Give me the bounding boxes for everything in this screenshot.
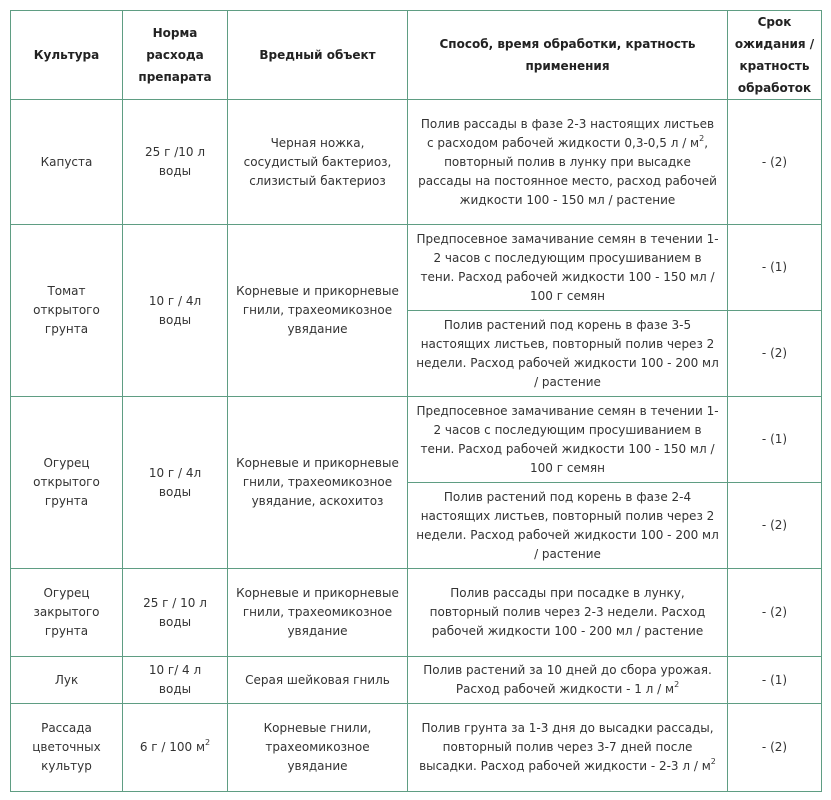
wait-cell: - (1) [728, 657, 822, 704]
header-row [11, 11, 822, 100]
method-cell: Полив рассады при посадке в лунку, повторный полив через 2-3 недели. Расход рабочей жидкости 100 - 200 мл / растение [408, 569, 728, 657]
method-cell: Полив растений под корень в фазе 3-5 настоящих листьев, повторный полив через 2 недели. Расход рабочей жидкости 100 - 200 мл / растение [408, 311, 728, 397]
method-text: Полив рассады в фазе 2-3 настоящих листьев с расходом рабочей жидкости 0,3-0,5 л / м [420, 116, 715, 150]
method-cell [408, 100, 728, 225]
method-cell [408, 704, 728, 792]
rate-cell: 25 г /10 л воды [123, 100, 228, 225]
wait-cell: - (1) [728, 225, 822, 311]
table-row [11, 657, 822, 704]
wait-cell: - (2) [728, 483, 822, 569]
rate-cell: 10 г / 4л воды [123, 397, 228, 569]
rate-cell: 25 г / 10 л воды [123, 569, 228, 657]
culture-cell: Огурец открытого грунта [11, 397, 123, 569]
method-cell: Предпосевное замачивание семян в течении 1-2 часов с последующим просушиванием в тени. Расход рабочей жидкости 100 - 150 мл / 100 г семян [408, 225, 728, 311]
table-row [11, 100, 822, 225]
culture-cell: Лук [11, 657, 123, 704]
rate-text: 6 г / 100 м [139, 740, 206, 754]
culture-cell: Огурец закрытого грунта [11, 569, 123, 657]
col-rate-header: Норма расхода препарата [123, 11, 228, 100]
method-cell: Предпосевное замачивание семян в течении 1-2 часов с последующим просушиванием в тени. Расход рабочей жидкости 100 - 150 мл / 100 г семян [408, 397, 728, 483]
method-text-cont: , повторный полив в лунку при высадке рассады на постоянное место, расход рабочей жидкости 100 - 150 мл / растение [418, 135, 717, 207]
superscript: 2 [710, 757, 716, 766]
superscript: 2 [205, 738, 211, 747]
treatment-table [10, 10, 822, 792]
method-cell [408, 657, 728, 704]
col-culture-header: Культура [11, 11, 123, 100]
table-row [11, 704, 822, 792]
method-text: Полив грунта за 1-3 дня до высадки рассады, повторный полив через 3-7 дней после высадки. Расход рабочей жидкости - 2-3 л / м [419, 721, 714, 773]
table-row [11, 397, 822, 483]
target-cell: Корневые и прикорневые гнили, трахеомикозное увядание [228, 569, 408, 657]
wait-cell: - (2) [728, 100, 822, 225]
col-wait-header: Срок ожидания / кратность обработок [728, 11, 822, 100]
method-text: Полив растений за 10 дней до сбора урожая. Расход рабочей жидкости - 1 л / м [423, 663, 712, 696]
table-row [11, 569, 822, 657]
wait-cell: - (1) [728, 397, 822, 483]
col-method-header: Способ, время обработки, кратность применения [408, 11, 728, 100]
rate-cell: 10 г/ 4 л воды [123, 657, 228, 704]
culture-cell: Капуста [11, 100, 123, 225]
col-target-header: Вредный объект [228, 11, 408, 100]
rate-cell: 10 г / 4л воды [123, 225, 228, 397]
rate-cell [123, 704, 228, 792]
target-cell: Серая шейковая гниль [228, 657, 408, 704]
superscript: 2 [674, 680, 680, 689]
target-cell: Корневые гнили, трахеомикозное увядание [228, 704, 408, 792]
wait-cell: - (2) [728, 311, 822, 397]
method-cell: Полив растений под корень в фазе 2-4 настоящих листьев, повторный полив через 2 недели. Расход рабочей жидкости 100 - 200 мл / растение [408, 483, 728, 569]
culture-cell: Рассада цветочных культур [11, 704, 123, 792]
superscript: 2 [699, 133, 705, 143]
target-cell: Корневые и прикорневые гнили, трахеомикозное увядание [228, 225, 408, 397]
target-cell: Корневые и прикорневые гнили, трахеомикозное увядание, аскохитоз [228, 397, 408, 569]
culture-cell: Томат открытого грунта [11, 225, 123, 397]
wait-cell: - (2) [728, 704, 822, 792]
wait-cell: - (2) [728, 569, 822, 657]
table-row [11, 225, 822, 311]
target-cell: Черная ножка, сосудистый бактериоз, слизистый бактериоз [228, 100, 408, 225]
